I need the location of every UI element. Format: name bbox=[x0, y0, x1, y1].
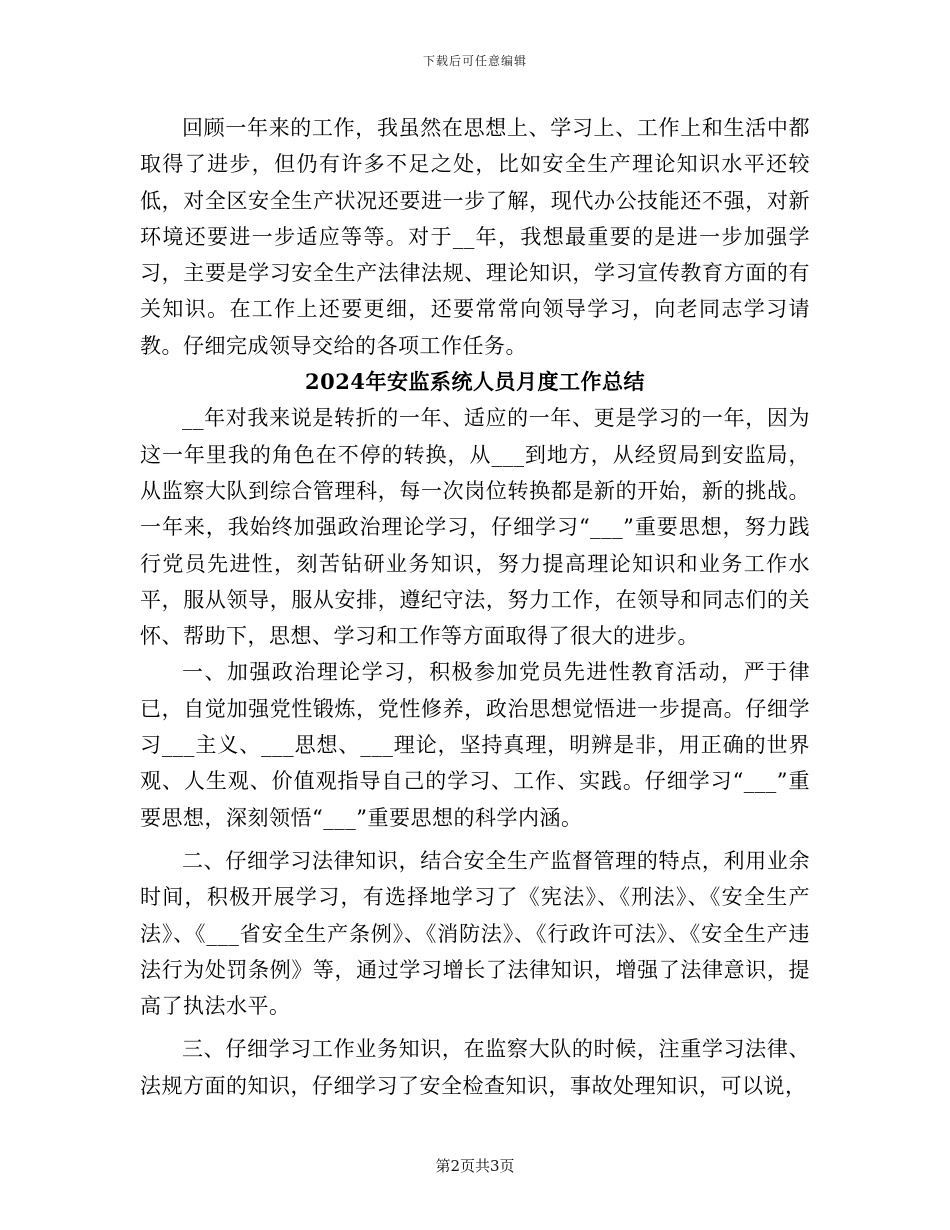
paragraph-intro: __年对我来说是转折的一年、适应的一年、更是学习的一年，因为这一年里我的角色在不停的转换，从___到地方，从经贸局到安监局，从监察大队到综合管理科，每一次岗位转换都是新的开始，新的挑战。一年来，我始终加强政治理论学习，仔细学习“___”重要思想，努力践行党员先进性，刻苦钻研业务知识，努力提高理论知识和业务工作水平，服从领导，服从安排，遵纪守法，努力工作，在领导和同志们的关怀、帮助下，思想、学习和工作等方面取得了很大的进步。 bbox=[140, 406, 810, 649]
paragraph-politics: 一、加强政治理论学习，积极参加党员先进性教育活动，严于律已，自觉加强党性锻炼，党性修养，政治思想觉悟进一步提高。仔细学习___主义、___思想、___理论，坚持真理，明辨是非，用正确的世界观、人生观、价值观指导自己的学习、工作、实践。仔细学习“___”重要思想，深刻领悟“___”重要思想的科学内涵。 bbox=[140, 660, 810, 830]
paragraph-review: 回顾一年来的工作，我虽然在思想上、学习上、工作上和生活中都取得了进步，但仍有许多不足之处，比如安全生产理论知识水平还较低，对全区安全生产状况还要进一步了解，现代办公技能还不强，对新环境还要进一步适应等等。对于__年，我想最重要的是进一步加强学习，主要是学习安全生产法律法规、理论知识，学习宣传教育方面的有关知识。在工作上还要更细，还要常常向领导学习，向老同志学习请教。仔细完成领导交给的各项工作任务。 bbox=[140, 116, 810, 358]
page-header-note: 下载后可任意编辑 bbox=[422, 54, 527, 68]
paragraph-business: 三、仔细学习工作业务知识，在监察大队的时候，注重学习法律、法规方面的知识，仔细学习了安全检查知识，事故处理知识，可以说， bbox=[140, 1037, 810, 1098]
document-body bbox=[140, 110, 810, 1104]
document-title: 2024年安监系统人员月度工作总结 bbox=[305, 369, 645, 395]
page-number: 第2页共3页 bbox=[435, 1157, 515, 1175]
paragraph-law: 二、仔细学习法律知识，结合安全生产监督管理的特点，利用业余时间，积极开展学习，有选择地学习了《宪法》、《刑法》、《安全生产法》、《___省安全生产条例》、《消防法》、《行政许可法》、《安全生产违法行为处罚条例》等，通过学习增长了法律知识，增强了法律意识，提高了执法水平。 bbox=[140, 848, 810, 1019]
